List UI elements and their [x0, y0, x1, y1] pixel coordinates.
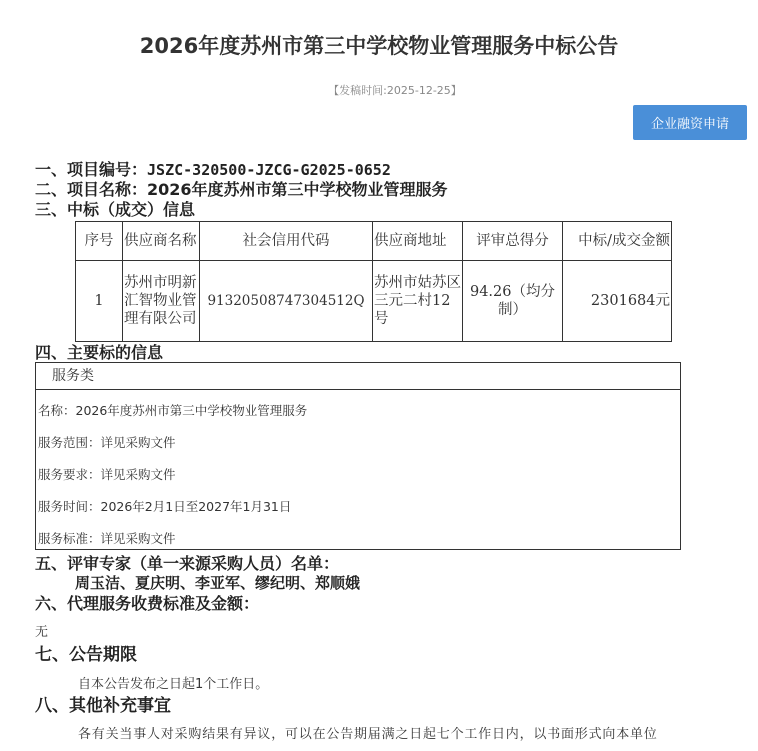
- notice-period-text: 自本公告发布之日起1个工作日。: [78, 677, 269, 692]
- project-number: JSZC-320500-JZCG-G2025-0652: [147, 161, 391, 179]
- subject-category: 服务类: [36, 363, 680, 390]
- table-header-row: [76, 222, 672, 261]
- project-name: 2026年度苏州市第三中学校物业管理服务: [147, 180, 448, 199]
- column-header: 供应商地址: [373, 222, 463, 261]
- other-matters-text: 各有关当事人对采购结果有异议，可以在公告期届满之日起七个工作日内，以书面形式向本单位: [78, 727, 658, 742]
- finance-apply-button[interactable]: 企业融资申请: [633, 105, 747, 140]
- table-cell: 苏州市姑苏区三元二村12号: [373, 261, 463, 342]
- column-header: 序号: [76, 222, 123, 261]
- section-main-subject: 四、主要标的信息: [35, 343, 164, 362]
- table-cell: 2301684元: [563, 261, 672, 342]
- subject-info-box: [35, 362, 681, 550]
- section-project-number: [35, 160, 391, 180]
- section-label: 一、项目编号：: [35, 160, 148, 179]
- column-header: 中标/成交金额: [563, 222, 672, 261]
- subject-item: 服务标准：详见采购文件: [38, 531, 176, 546]
- table-cell: 1: [76, 261, 123, 342]
- section-experts: 五、评审专家（单一来源采购人员）名单：: [35, 554, 340, 573]
- table-cell: 91320508747304512Q: [200, 261, 373, 342]
- section-award-heading: 三、中标（成交）信息: [35, 200, 196, 219]
- expert-names: 周玉洁、夏庆明、李亚军、缪纪明、郑顺娥: [75, 574, 361, 592]
- table-cell: 94.26（均分制）: [463, 261, 563, 342]
- subject-item: 服务时间：2026年2月1日至2027年1月31日: [38, 499, 292, 514]
- subject-item: 名称：2026年度苏州市第三中学校物业管理服务: [38, 403, 308, 418]
- column-header: 供应商名称: [123, 222, 200, 261]
- column-header: 评审总得分: [463, 222, 563, 261]
- publish-time: 【发稿时间:2025-12-25】: [328, 84, 462, 97]
- column-header: 社会信用代码: [200, 222, 373, 261]
- table-row: [76, 261, 672, 342]
- page-title: 2026年度苏州市第三中学校物业管理服务中标公告: [139, 34, 619, 58]
- section-project-name: [35, 180, 448, 200]
- section-label: 二、项目名称：: [35, 180, 148, 199]
- agency-fee-value: 无: [35, 625, 49, 640]
- section-other-matters: 八、其他补充事宜: [35, 696, 171, 716]
- section-agency-fee: 六、代理服务收费标准及金额：: [35, 594, 260, 613]
- subject-item: 服务范围：详见采购文件: [38, 435, 176, 450]
- award-table: [75, 221, 672, 342]
- table-cell: 苏州市明新汇智物业管理有限公司: [123, 261, 200, 342]
- subject-item: 服务要求：详见采购文件: [38, 467, 176, 482]
- section-notice-period: 七、公告期限: [35, 645, 137, 665]
